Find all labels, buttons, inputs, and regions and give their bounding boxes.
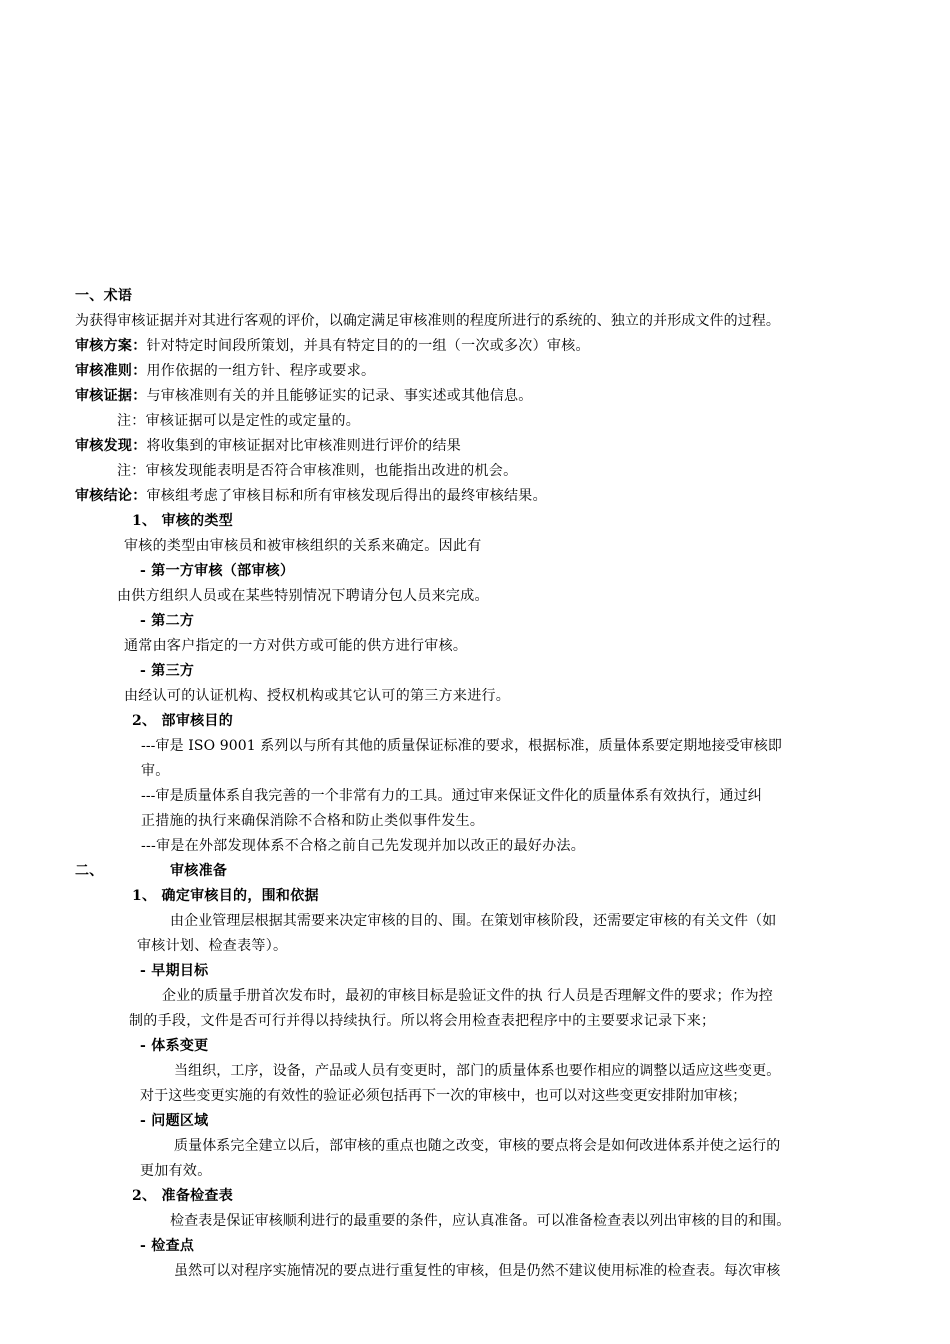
audit-definition: 为获得审核证据并对其进行客观的评价，以确定满足审核准则的程度所进行的系统的、独立的并形成文件的过程。	[75, 313, 780, 329]
problem-area-text-cont: 更加有效。	[140, 1163, 212, 1179]
scope-text: 由企业管理层根据其需要来决定审核的目的、围。在策划审核阶段，还需要定审核的有关文件（如	[170, 913, 777, 929]
system-change-text-cont: 对于这些变更实施的有效性的验证必须包括再下一次的审核中，也可以对这些变更安排附加审核；	[140, 1088, 747, 1104]
term-definition: 将收集到的审核证据对比审核准则进行评价的结果	[146, 438, 462, 454]
term-label: 审核发现：	[75, 438, 147, 454]
term-audit-criteria	[75, 361, 375, 381]
section2-number: 二、	[75, 863, 104, 879]
first-party-text: 由供方组织人员或在某些特别情况下聘请分包人员来完成。	[117, 588, 489, 604]
first-party-heading: - 第一方审核（部审核）	[140, 563, 295, 579]
term-label: 审核结论：	[75, 488, 147, 504]
term-audit-evidence	[75, 386, 533, 406]
scope-text-cont: 审核计划、检查表等）。	[137, 938, 288, 954]
purpose-item-1: ---审是 ISO 9001 系列以与所有其他的质量保证标准的要求，根据标准，质量体系要定期地接受审核即	[141, 738, 782, 754]
term-definition: 用作依据的一组方针、程序或要求。	[146, 363, 376, 379]
system-change-text: 当组织，工序，设备，产品或人员有变更时，部门的质量体系也要作相应的调整以适应这些变更。	[174, 1063, 781, 1079]
purpose-item-1-cont: 审。	[141, 763, 170, 779]
purpose-heading: 2、 部审核目的	[132, 713, 234, 729]
early-goal-text-cont: 制的手段，文件是否可行并得以持续执行。所以将会用检查表把程序中的主要要求记录下来；	[129, 1013, 716, 1029]
term-definition: 针对特定时间段所策划，并具有特定目的的一组（一次或多次）审核。	[146, 338, 590, 354]
checklist-heading: 2、 准备检查表	[132, 1188, 234, 1204]
purpose-item-2-cont: 正措施的执行来确保消除不合格和防止类似事件发生。	[141, 813, 485, 829]
term-audit-program	[75, 336, 590, 356]
evidence-note: 注：审核证据可以是定性的或定量的。	[117, 413, 361, 429]
system-change-heading: - 体系变更	[140, 1038, 209, 1054]
early-goal-heading: - 早期目标	[140, 963, 209, 979]
problem-area-heading: - 问题区域	[140, 1113, 209, 1129]
findings-note: 注：审核发现能表明是否符合审核准则，也能指出改进的机会。	[117, 463, 518, 479]
term-label: 审核准则：	[75, 363, 147, 379]
scope-heading: 1、 确定审核目的，围和依据	[132, 888, 319, 904]
types-intro: 审核的类型由审核员和被审核组织的关系来确定。因此有	[124, 538, 482, 554]
third-party-heading: - 第三方	[140, 663, 195, 679]
checkpoint-heading: - 检查点	[140, 1238, 195, 1254]
problem-area-text: 质量体系完全建立以后，部审核的重点也随之改变，审核的要点将会是如何改进体系并使之运行的	[174, 1138, 781, 1154]
third-party-text: 由经认可的认证机构、授权机构或其它认可的第三方来进行。	[124, 688, 511, 704]
term-definition: 与审核准则有关的并且能够证实的记录、事实述或其他信息。	[146, 388, 533, 404]
section1-heading: 一、术语	[75, 288, 133, 304]
term-audit-findings	[75, 436, 461, 456]
term-label: 审核方案：	[75, 338, 147, 354]
term-label: 审核证据：	[75, 388, 147, 404]
checkpoint-text: 虽然可以对程序实施情况的要点进行重复性的审核，但是仍然不建议使用标准的检查表。每次审核	[174, 1263, 781, 1279]
types-heading: 1、 审核的类型	[132, 513, 234, 529]
second-party-text: 通常由客户指定的一方对供方或可能的供方进行审核。	[124, 638, 468, 654]
second-party-heading: - 第二方	[140, 613, 195, 629]
purpose-item-3: ---审是在外部发现体系不合格之前自己先发现并加以改正的最好办法。	[141, 838, 586, 854]
early-goal-text: 企业的质量手册首次发布时，最初的审核目标是验证文件的执 行人员是否理解文件的要求；作为控	[162, 988, 773, 1004]
term-audit-conclusion	[75, 486, 547, 506]
purpose-item-2: ---审是质量体系自我完善的一个非常有力的工具。通过审来保证文件化的质量体系有效执行，通过纠	[141, 788, 762, 804]
term-definition: 审核组考虑了审核目标和所有审核发现后得出的最终审核结果。	[146, 488, 547, 504]
section2-heading: 审核准备	[170, 863, 228, 879]
checklist-text: 检查表是保证审核顺利进行的最重要的条件，应认真准备。可以准备检查表以列出审核的目的和围。	[170, 1213, 791, 1229]
